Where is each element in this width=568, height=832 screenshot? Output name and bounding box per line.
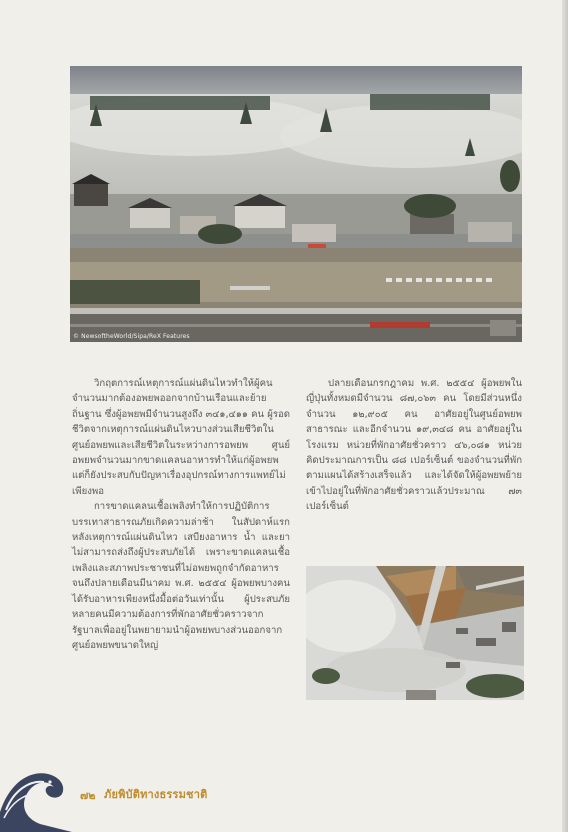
paragraph: การขาดแคลนเชื้อเพลิงทำให้การปฏิบัติการบรรเทาสาธารณภัยเกิดความล่าช้า ในสัปดาห์แรกหลังเหตุการณ์แผ่นดินไหว เสบียงอาหาร น้ำ และยาไม่สามารถส่งถึงผู้ประสบภัยได้ เพราะขาดแคลนเชื้อเพลิงและสภาพประชาชนที่ไม่อพยพถูกจำกัดอาหารจนถึงปลายเดือนมีนาคม พ.ศ. ๒๕๕๔ ผู้อพยพบางคนได้รับอาหารเพียงหนึ่งมื้อต่อวันเท่านั้น ผู้ประสบภัยหลายคนมีความต้องการที่พักอาศัยชั่วคราวจากรัฐบาลเพื่ออยู่ในพยายามนำผู้อพยพบางส่วนออกจากศูนย์อพยพขนาดใหญ่ (72, 501, 290, 651)
flood-aerial-photo (306, 566, 524, 700)
section-title: ภัยพิบัติทางธรรมชาติ (104, 788, 208, 801)
paragraph: ปลายเดือนกรกฎาคม พ.ศ. ๒๕๕๔ ผู้อพยพในญี่ปุ่นทั้งหมดมีจำนวน ๘๗,๐๖๓ คน โดยมีส่วนหนึ่งจำนวน ๑๒,๙๐๕ คน อาศัยอยู่ในศูนย์อพยพสาธารณะ และอีกจำนวน ๑๙,๓๔๘ คน อาศัยอยู่ในโรงแรม หน่วยที่พักอาศัยชั่วคราว ๔๖,๐๘๑ หน่วย คิดประมาณการเป็น ๘๘ เปอร์เซ็นต์ ของจำนวนที่พักตามแผนได้สร้างเสร็จแล้ว และได้จัดให้ผู้อพยพย้ายเข้าไปอยู่ในที่พักอาศัยชั่วคราวแล้วประมาณ ๗๓ เปอร์เซ็นต์ (306, 378, 522, 513)
photo-credit: © NewsoftheWorld/Sipa/ReX Features (73, 333, 190, 340)
tsunami-scene-illustration (70, 66, 522, 342)
wave-logo (0, 752, 72, 832)
paragraph: วิกฤตการณ์เหตุการณ์แผ่นดินไหวทำให้ผู้คนจำนวนมากต้องอพยพออกจากบ้านเรือนและย้ายถิ่นฐาน ซึ่งผู้อพยพมีจำนวนสูงถึง ๓๔๑,๔๑๑ คน ผู้รอดชีวิตจากเหตุการณ์แผ่นดินไหวบางส่วนเสียชีวิตในศูนย์อพยพและเสียชีวิตในระหว่างการอพยพ ศูนย์อพยพจำนวนมากขาดแคลนอาหารทำให้แก่ผู้อพยพ แต่ก็ยังประสบกับปัญหาเรื่องอุปกรณ์ทางการแพทย์ไม่เพียงพอ (72, 378, 290, 497)
tsunami-photo-top (70, 66, 522, 342)
page-edge (562, 0, 568, 832)
text-column-right (306, 376, 522, 515)
page-number: ๗๒ (80, 789, 96, 802)
text-column-left (72, 376, 290, 653)
flood-aerial-illustration (306, 566, 524, 700)
